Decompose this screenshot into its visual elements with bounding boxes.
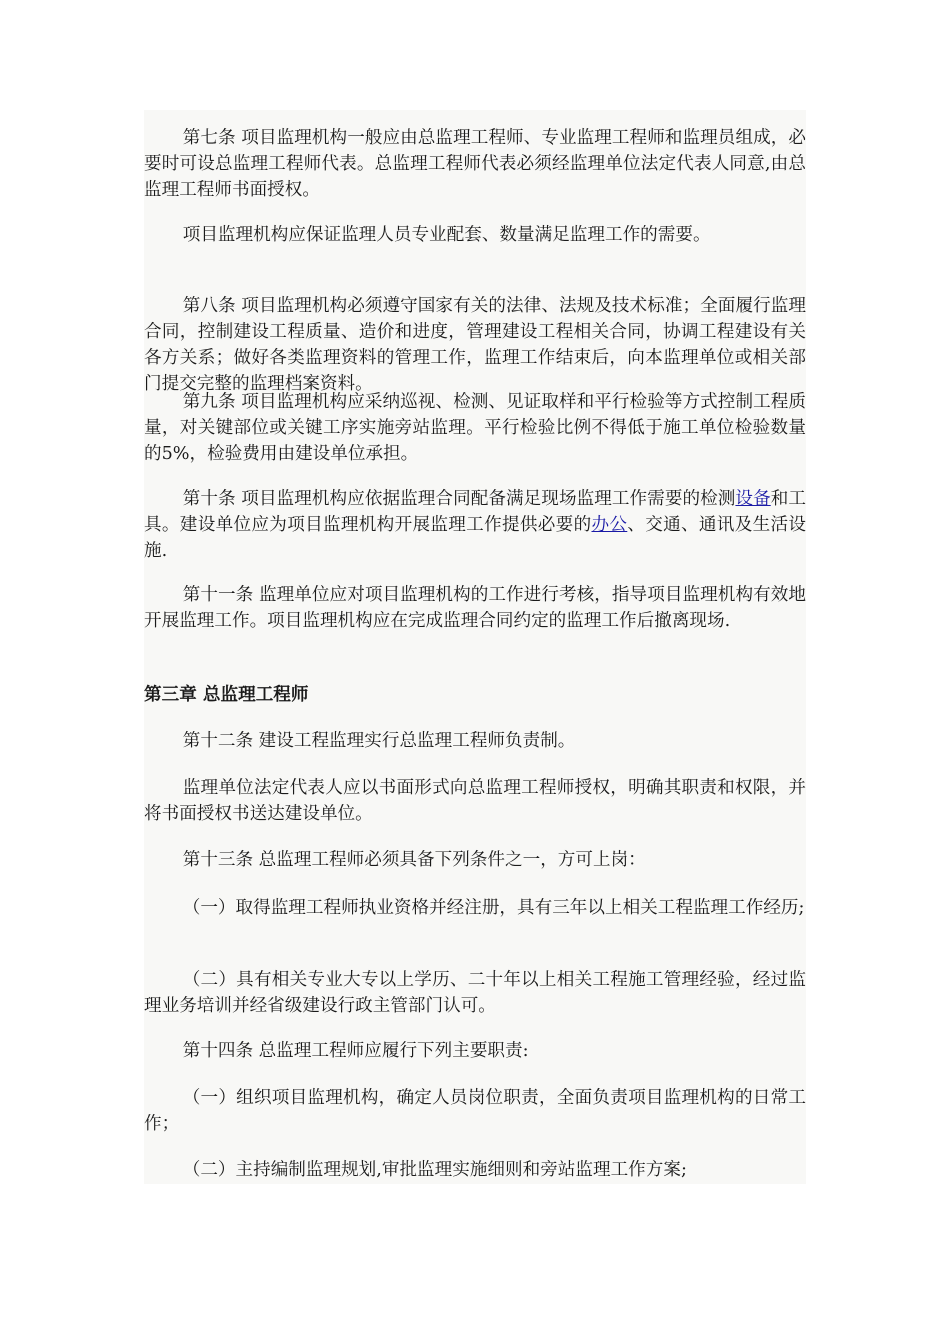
article-11-paragraph: 第十一条 监理单位应对项目监理机构的工作进行考核，指导项目监理机构有效地开展监理工作。项目监理机构应在完成监理合同约定的监理工作后撤离现场. (144, 585, 806, 631)
article-10-text-part2: 和工具。建设单位应为项目监理机构开展监理工作提供必要的 (144, 489, 806, 535)
condition-2-paragraph: （二）具有相关专业大专以上学历、二十年以上相关工程施工管理经验，经过监理业务培训并经省级建设行政主管部门认可。 (144, 970, 806, 1016)
document-page (144, 110, 806, 1184)
condition-1-paragraph: （一）取得监理工程师执业资格并经注册，具有三年以上相关工程监理工作经历; (182, 898, 805, 918)
duty-1-paragraph: （一）组织项目监理机构，确定人员岗位职责，全面负责项目监理机构的日常工作； (144, 1088, 806, 1134)
equipment-link[interactable]: 设备 (735, 489, 771, 509)
chapter-3-heading: 第三章 总监理工程师 (144, 685, 309, 705)
article-7-paragraph: 第七条 项目监理机构一般应由总监理工程师、专业监理工程师和监理员组成，必要时可设总监理工程师代表。总监理工程师代表必须经监理单位法定代表人同意,由总监理工程师书面授权。 (144, 128, 806, 200)
staffing-paragraph: 项目监理机构应保证监理人员专业配套、数量满足监理工作的需要。 (182, 225, 711, 245)
article-10-paragraph (144, 486, 806, 564)
article-12-paragraph: 第十二条 建设工程监理实行总监理工程师负责制。 (182, 731, 576, 751)
article-8-paragraph: 第八条 项目监理机构必须遵守国家有关的法律、法规及技术标准；全面履行监理合同，控制建设工程质量、造价和进度，管理建设工程相关合同，协调工程建设有关各方关系；做好各类监理资料的管理工作，监理工作结束后，向本监理单位或相关部门提交完整的监理档案资料。 (144, 296, 806, 394)
authorization-paragraph: 监理单位法定代表人应以书面形式向总监理工程师授权，明确其职责和权限，并将书面授权书送达建设单位。 (144, 778, 806, 824)
duty-2-paragraph: （二）主持编制监理规划,审批监理实施细则和旁站监理工作方案; (182, 1160, 687, 1180)
article-13-paragraph: 第十三条 总监理工程师必须具备下列条件之一，方可上岗： (182, 850, 646, 870)
article-9-paragraph: 第九条 项目监理机构应采纳巡视、检测、见证取样和平行检验等方式控制工程质量，对关键部位或关键工序实施旁站监理。平行检验比例不得低于施工单位检验数量的5%，检验费用由建设单位承担。 (144, 392, 806, 464)
article-10-text-part1: 第十条 项目监理机构应依据监理合同配备满足现场监理工作需要的检测 (182, 489, 736, 509)
article-14-paragraph: 第十四条 总监理工程师应履行下列主要职责: (182, 1041, 529, 1061)
office-link[interactable]: 办公 (591, 515, 628, 535)
article-10-text-part3: 、交通、通讯及生活设施. (144, 515, 806, 561)
